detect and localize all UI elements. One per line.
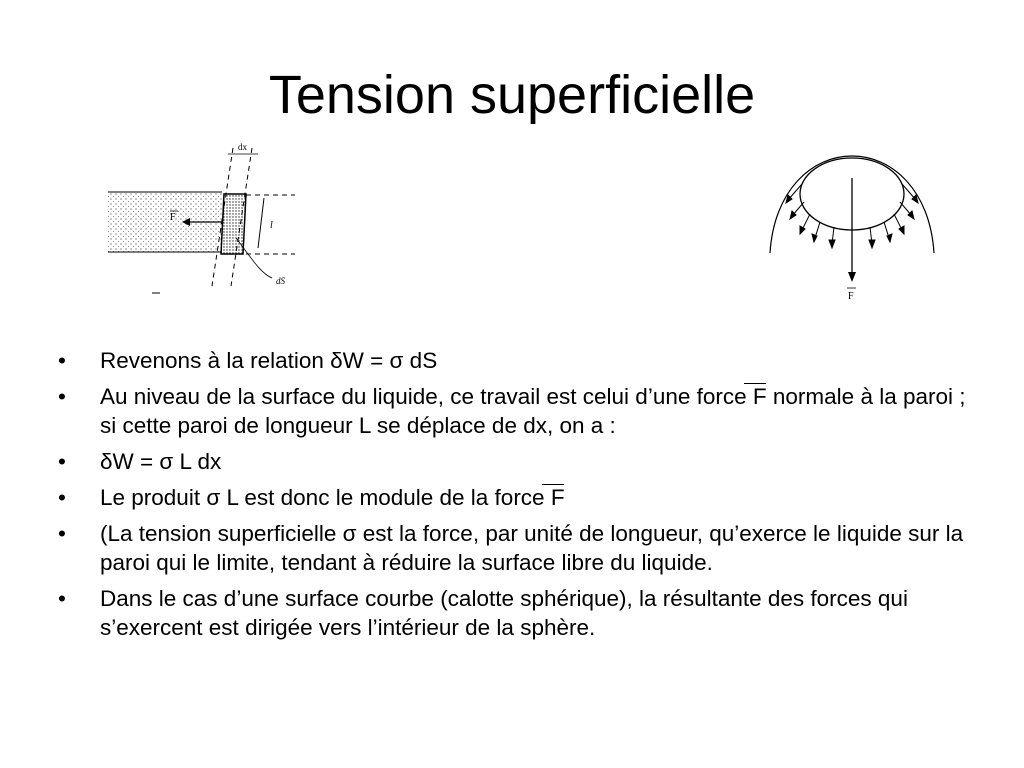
- force-vector: F: [752, 384, 767, 409]
- bullet-text-cont: normale à la paroi ; si cette paroi de longueur L se déplace de dx, on a :: [100, 384, 966, 438]
- bullet-item: [58, 346, 978, 375]
- bullet-text: δW = σ L dx: [100, 449, 222, 474]
- bullet-list: [58, 346, 978, 649]
- bullet-item: [58, 584, 978, 642]
- bullet-item: [58, 382, 978, 440]
- bullet-text: Dans le cas d’une surface courbe (calotte sphérique), la résultante des forces qui s’exercent est dirigée vers l’intérieur de la sphère.: [100, 586, 908, 640]
- bullet-glyph: •: [58, 485, 66, 510]
- bullet-text: Le produit σ L est donc le module de la force: [100, 485, 551, 510]
- bullet-text: Revenons à la relation δW = σ dS: [100, 348, 438, 373]
- bullet-glyph: •: [58, 384, 66, 409]
- dx-label: dx: [238, 142, 247, 152]
- spherical-cap-diagram: [762, 150, 942, 305]
- film-wall-diagram: [100, 138, 310, 303]
- bullet-text: Au niveau de la surface du liquide, ce travail est celui d’une force: [100, 384, 753, 409]
- ds-label: dS: [276, 276, 285, 286]
- force-vector: F: [550, 485, 565, 510]
- bullet-item: [58, 519, 978, 577]
- length-arrow: [258, 198, 264, 248]
- bullet-glyph: •: [58, 521, 66, 546]
- bullet-text: (La tension superficielle σ est la force, par unité de longueur, qu’exerce le liquide sur la paroi qui le limite, tendant à réduire la surface libre du liquide.: [100, 521, 964, 575]
- force-label-right: F: [848, 291, 854, 302]
- length-label: l: [270, 220, 273, 231]
- slide-title: Tension superficielle: [268, 65, 756, 125]
- bullet-glyph: •: [58, 348, 66, 373]
- bullet-item: [58, 483, 978, 512]
- bullet-glyph: •: [58, 449, 66, 474]
- bullet-item: [58, 447, 978, 476]
- force-label-left: F: [170, 212, 176, 223]
- bullet-glyph: •: [58, 586, 66, 611]
